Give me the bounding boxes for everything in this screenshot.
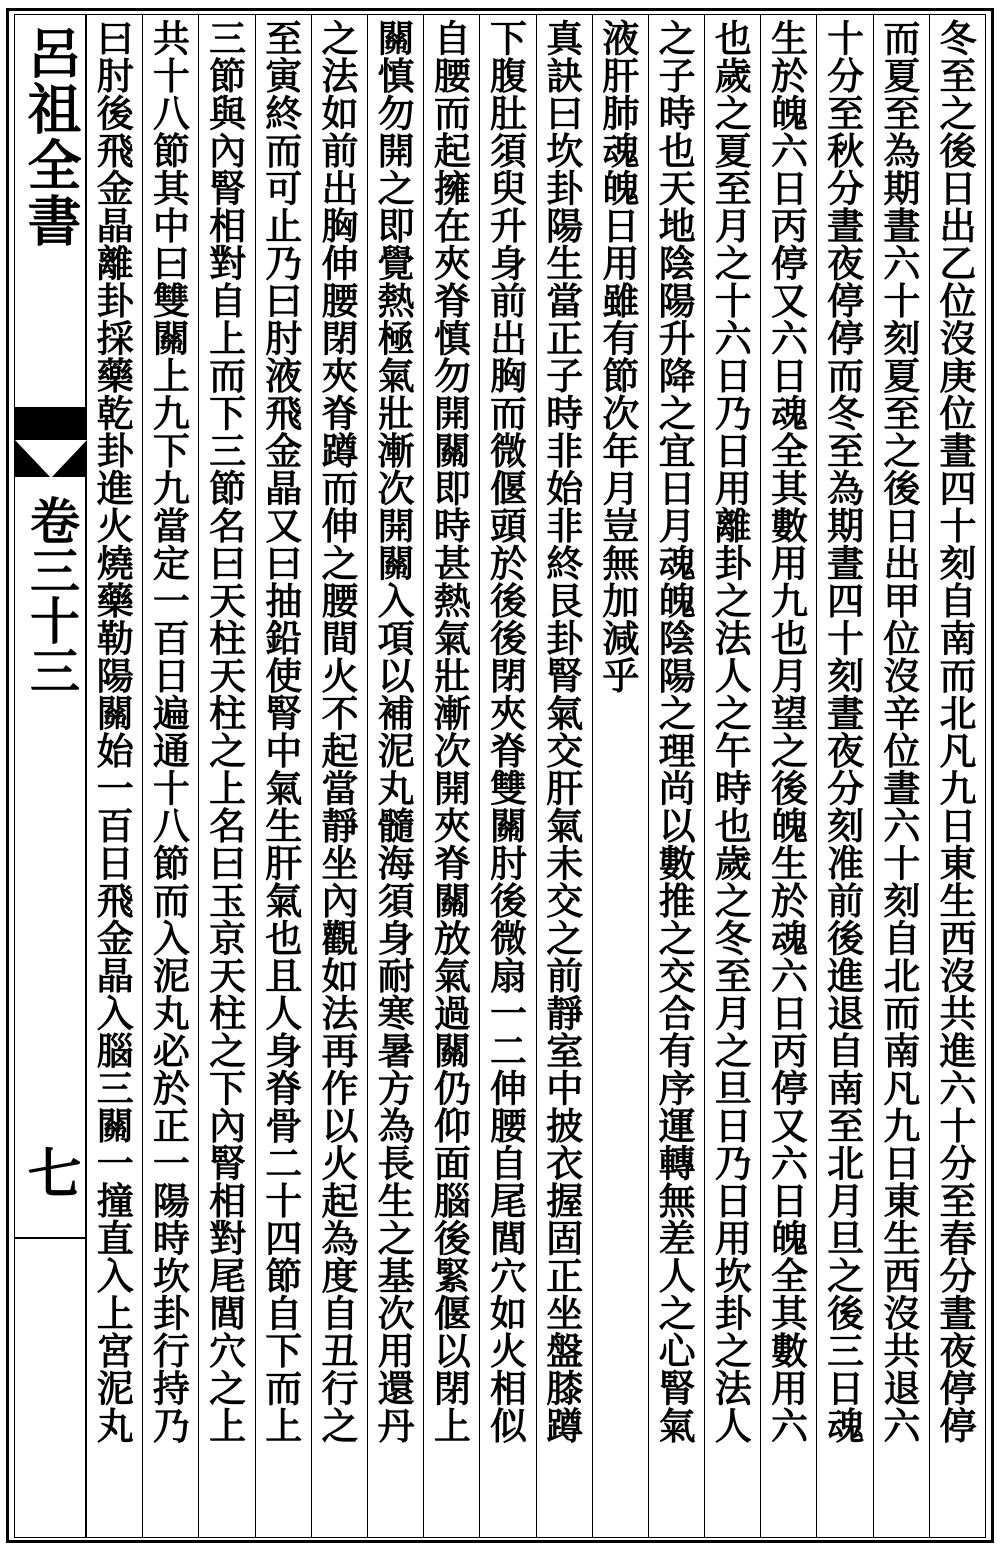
text-block: [14, 14, 986, 1538]
text-column-4: 生於魄六日丙停又六日魂全其數用九也月望之後魄生於魂六日丙停又六日魄全其數用六: [760, 15, 816, 1537]
text-columns: [87, 15, 985, 1537]
text-column-6: 之子時也天地陰陽升降之宜日月魂魄陰陽之理尚以數推之交合有序運轉無差人之心腎氣: [648, 15, 704, 1537]
text-column-16: 曰肘後飛金晶離卦採藥乾卦進火燒藥勒陽關始一百日飛金晶入腦三關一撞直入上宮泥丸: [90, 19, 135, 1444]
text-column-13: 至寅終而可止乃曰肘液飛金晶又曰抽鉛使腎中氣生肝氣也且人身脊骨二十四節自下而上: [255, 15, 311, 1537]
text-column-11: 關慎勿開之即覺熱極氣壯漸次開關入項以補泥丸髓海須身耐寒暑方為長生之基次用還丹: [367, 15, 423, 1537]
text-column-12: 之法如前出胸伸腰閉夾脊蹲而伸之腰間火不起當靜坐內觀如法再作以火起為度自丑行之: [311, 15, 367, 1537]
text-column-10: 自腰而起擁在夾脊慎勿開關即時甚熱氣壯漸次開夾脊關放氣過關仍仰面腦後緊偃以閉上: [423, 15, 479, 1537]
text-column-14: 三節與內腎相對自上而下三節名曰天柱天柱之上名曰玉京天柱之下內腎相對尾閭穴之上: [198, 15, 254, 1537]
volume-label: 卷三十三: [22, 495, 81, 695]
book-title: 呂祖全書: [19, 25, 83, 249]
page-margin-strip: [15, 15, 87, 1537]
margin-divider: [15, 1237, 87, 1239]
text-column-7: 液肝肺魂魄日用雖有節次年月豈無加減乎: [592, 15, 648, 1537]
text-column-2: 而夏至為期晝六十刻夏至之後日出甲位沒辛位晝六十刻自北而南凡九日東生西沒共退六: [873, 15, 929, 1537]
text-column-15: 共十八節其中曰雙關上九下九當定一百日遍通十八節而入泥丸必於正一陽時坎卦行持乃: [142, 15, 198, 1537]
text-column-8: 真訣曰坎卦陽生當正子時非始非終艮卦腎氣交肝氣未交之前靜室中披衣握固正坐盤膝蹲: [536, 15, 592, 1537]
page-number: 七: [19, 1145, 83, 1199]
text-column-9: 下腹肚須臾升身前出胸而微偃頭於後後閉夾脊雙關肘後微扇一二伸腰自尾閭穴如火相似: [479, 15, 535, 1537]
text-column-1: 冬至之後日出乙位沒庚位晝四十刻自南而北凡九日東生西沒共進六十分至春分晝夜停停: [929, 15, 985, 1537]
text-column-3: 十分至秋分晝夜停停而冬至為期晝四十刻晝夜分刻准前後進退自南至北月旦之後三日魂: [816, 15, 872, 1537]
text-column-5: 也歲之夏至月之十六日乃日用離卦之法人之午時也歲之冬至月之旦日乃日用坎卦之法人: [704, 15, 760, 1537]
fishtail-notch-icon: [15, 440, 87, 478]
